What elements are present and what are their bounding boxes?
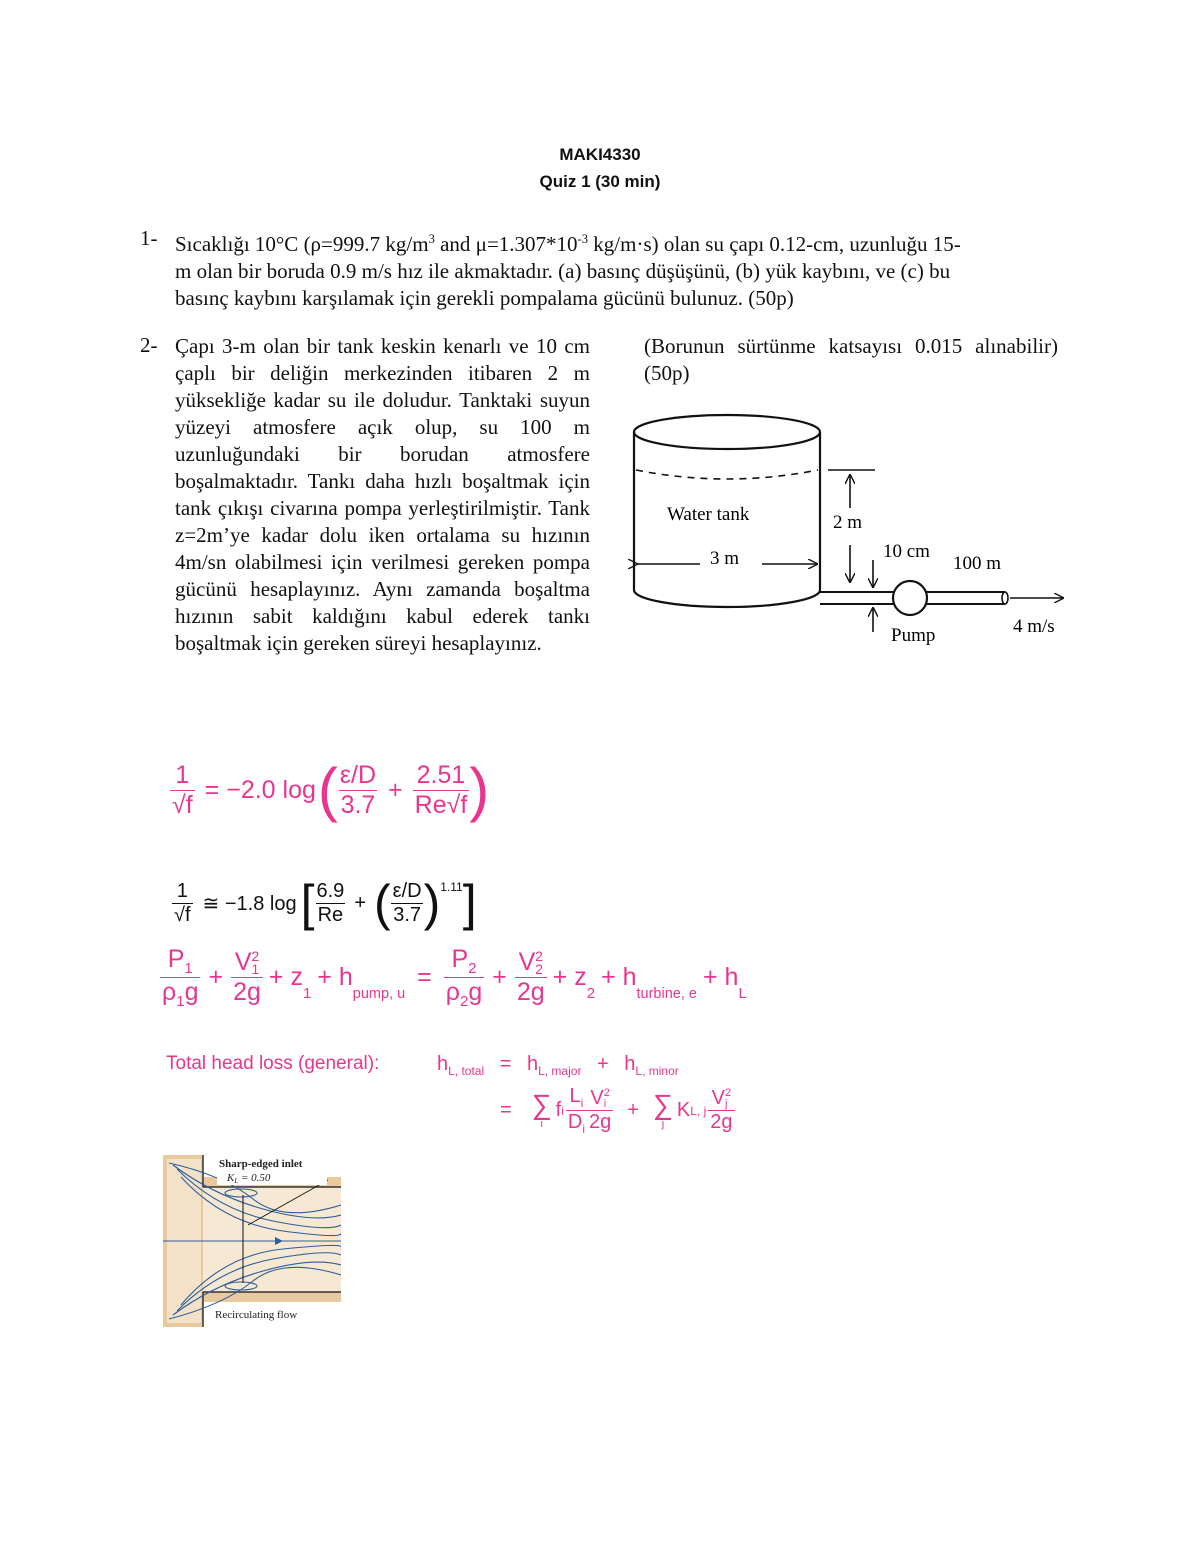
total-head-loss-line-2: = ∑ i f i $\frac{L_i}{D_i}$ V 2 i 2g + ∑ j K L, j V 2 j 2g <box>500 1085 733 1136</box>
haaland-equation: $\frac{1}{√f}$ ≅ −1.8 log [ $\frac{6.9}{Re}$ + ( $\frac{\varepsilon/D}{3.7}$ ) 1.11 ] <box>174 875 477 931</box>
height-label: 2 m <box>833 512 863 533</box>
diameter-label: 3 m <box>710 548 740 569</box>
question-1-line-3: basınç kaybını karşılamak için gerekli pompalama gücünü bulunuz. (50p) <box>175 286 794 310</box>
sharp-edged-inlet-diagram <box>163 1155 341 1327</box>
total-head-loss-label: Total head loss (general): <box>166 1053 380 1074</box>
svg-text:KL = 0.50: KL = 0.50 <box>227 1172 271 1185</box>
pump-label: Pump <box>891 625 936 646</box>
inlet-bottom-label: Recirculating flow <box>215 1309 298 1321</box>
course-code: MAKI4330 <box>559 145 641 164</box>
velocity-label: 4 m/s <box>1013 616 1055 637</box>
question-2-text: Çapı 3-m olan bir tank keskin kenarlı ve 10 cm çaplı bir deliğin merkezinden itibaren 2 m yüksekliğe kadar su ile doludur. Tanktaki suyun yüzeyi atmosfere açık olup, su 100 m uzunluğundaki bir borudan atmosfere boşalmaktadır. Tankı daha hızlı boşaltmak için tank çıkışı civarına pompa yerleştirilmiştir. Tank z=2m’ye kadar dolu iken ortalama su hızının 4m/sn olabilmesi için verilmesi gereken pompa gücünü hesaplayınız. Aynı zamanda boşaltma hızının sabit kaldığını kabul ederek tankı boşaltmak için gereken süreyi hesaplayınız. <box>175 334 590 655</box>
quiz-title: Quiz 1 (30 min) <box>539 172 661 191</box>
question-1-line-1: Sıcaklığı 10°C (ρ=999.7 $kg/m^3$ and $\mu=1.307*10^{-3}$ kg/m·s) olan su çapı 0.12-cm, uzunluğu 15- <box>175 232 961 256</box>
question-2-side-note: (Borunun sürtünme katsayısı 0.015 alınabilir) (50p) <box>644 334 1058 385</box>
total-head-loss-line-1: $h_{L, total} = h_{L, major} + h_{L, minor}$ <box>437 1053 679 1078</box>
inlet-title: Sharp-edged inlet <box>219 1158 303 1170</box>
question-2-number: 2- <box>140 333 158 357</box>
tank-diagram <box>625 410 1070 655</box>
hole-label: 10 cm <box>883 541 930 562</box>
question-1-line-2: m olan bir boruda 0.9 m/s hız ile akmaktadır. (a) basınç düşüşünü, (b) yük kaybını, ve (c) bu <box>175 259 951 283</box>
energy-equation: $\frac{P_1}{\rho_1g}$ + V 2 1 2g + z $_1$ + h $_{pump, u}$ = $\frac{P_2}{\rho_2g}$ + V 2 2 2g + z $_2$ + h $_{turbine, e}$ + h $_L$ <box>162 945 747 1010</box>
question-1-text <box>175 226 1060 312</box>
pump-icon <box>893 581 927 615</box>
question-1-number: 1- <box>140 226 158 250</box>
colebrook-equation: $\frac{1}{√f}$ = −2.0 log ( $\frac{\varepsilon/D}{3.7}$ + $\frac{2.51}{Re√f}$ ) <box>172 756 490 823</box>
tank-label: Water tank <box>667 504 750 525</box>
pipe-length-label: 100 m <box>953 553 1002 574</box>
